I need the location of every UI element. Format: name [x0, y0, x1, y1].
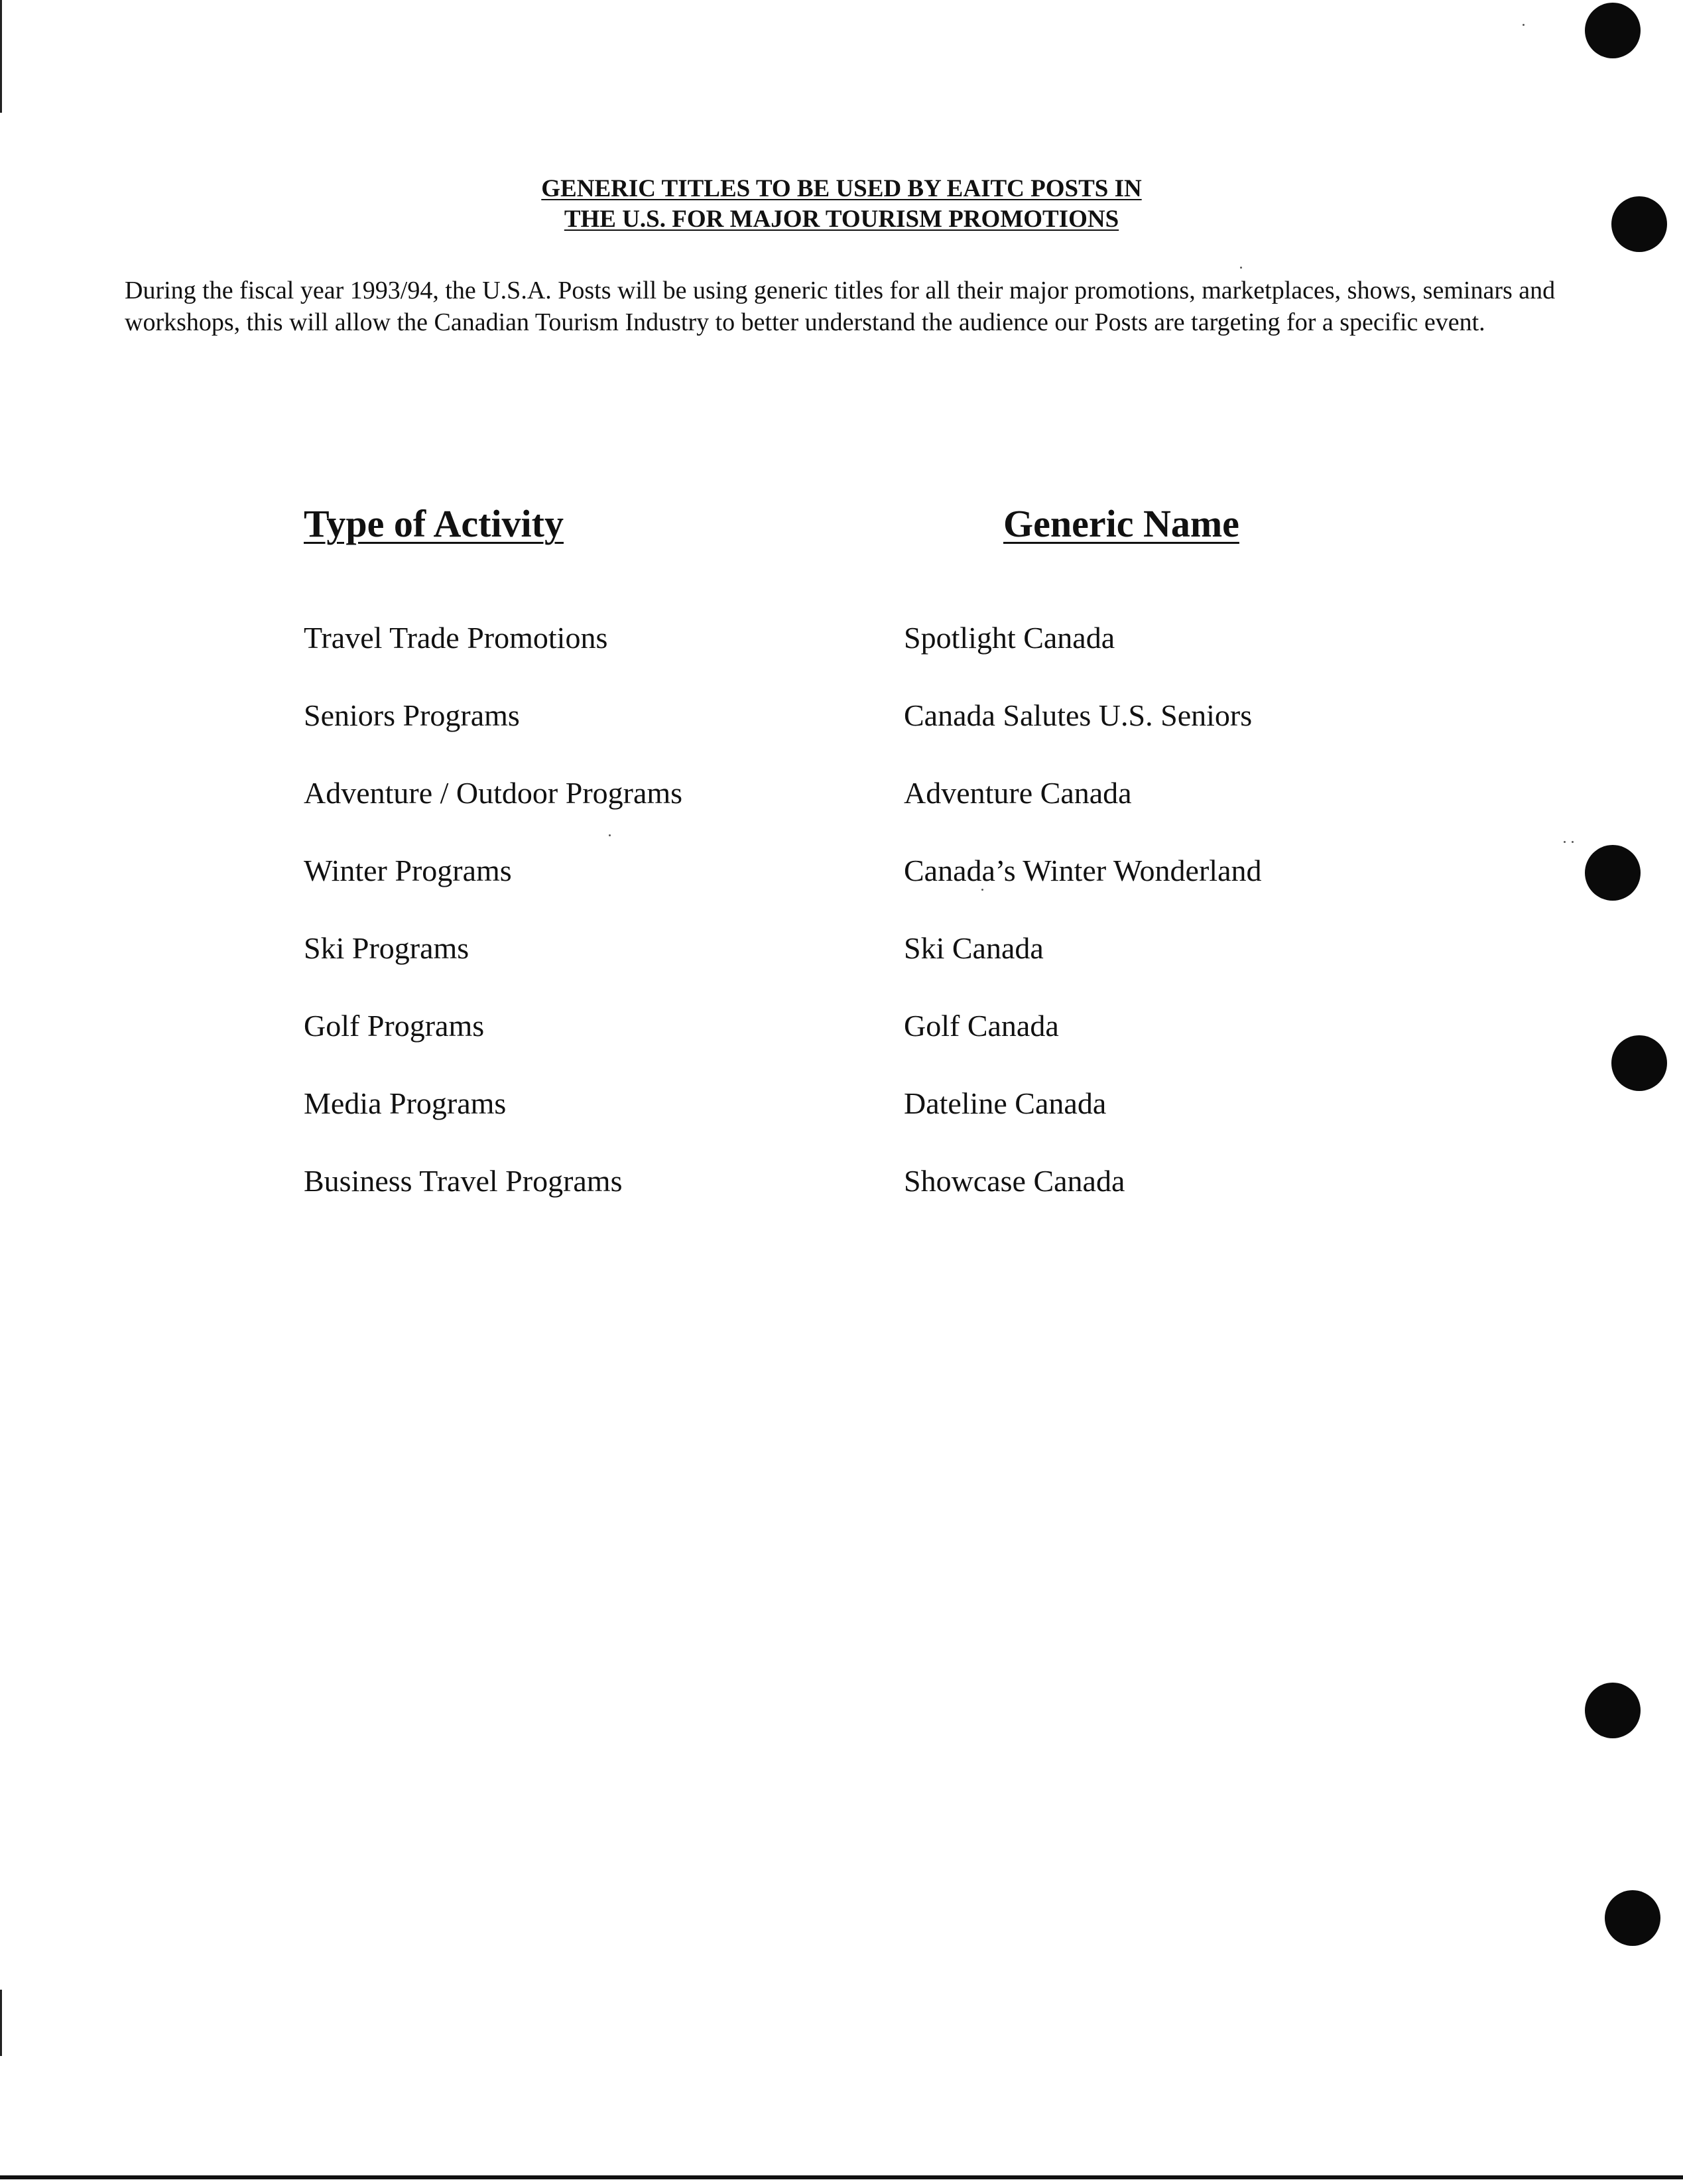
generic-name-cell: Canada Salutes U.S. Seniors [904, 698, 1253, 732]
activity-cell: Adventure / Outdoor Programs [304, 776, 683, 810]
generic-name-cell: Adventure Canada [904, 776, 1132, 810]
scan-speck [609, 834, 611, 836]
activity-cell: Ski Programs [304, 931, 469, 965]
title-line-2: THE U.S. FOR MAJOR TOURISM PROMOTIONS [564, 206, 1119, 233]
generic-name-cell: Ski Canada [904, 931, 1044, 965]
scan-speck [1564, 841, 1566, 843]
generic-name-cell: Canada’s Winter Wonderland [904, 854, 1262, 887]
activity-cell: Winter Programs [304, 854, 512, 887]
activity-cell: Media Programs [304, 1086, 507, 1120]
column-header-generic-name: Generic Name [1003, 502, 1239, 545]
punch-hole [1611, 1035, 1667, 1091]
punch-hole [1585, 845, 1641, 901]
generic-name-cell: Spotlight Canada [904, 621, 1115, 655]
document-title [0, 174, 1683, 235]
activity-cell: Seniors Programs [304, 698, 520, 732]
punch-hole [1585, 1683, 1641, 1738]
column-header-activity: Type of Activity [304, 502, 564, 545]
punch-hole [1605, 1890, 1660, 1946]
scan-speck [1572, 841, 1574, 843]
punch-hole [1585, 3, 1641, 58]
generic-name-cell: Golf Canada [904, 1009, 1059, 1043]
intro-paragraph: During the fiscal year 1993/94, the U.S.A. Posts will be using generic titles for all their major promotions, marketplaces, shows, seminars and workshops, this will allow the Canadian Tourism Industry to better understand the audience our Posts are targeting for a specific event. [125, 277, 1556, 336]
activity-cell: Travel Trade Promotions [304, 621, 608, 655]
left-edge-rule-top [0, 0, 2, 113]
bottom-edge-rule [0, 2175, 1683, 2179]
activity-cell: Golf Programs [304, 1009, 485, 1043]
generic-name-cell: Dateline Canada [904, 1086, 1107, 1120]
activity-cell: Business Travel Programs [304, 1164, 623, 1198]
generic-name-cell: Showcase Canada [904, 1164, 1125, 1198]
scan-speck [1523, 24, 1525, 26]
scan-speck [1240, 267, 1242, 269]
left-edge-rule-bottom [0, 1990, 2, 2056]
title-line-1: GENERIC TITLES TO BE USED BY EAITC POSTS IN [541, 175, 1142, 202]
